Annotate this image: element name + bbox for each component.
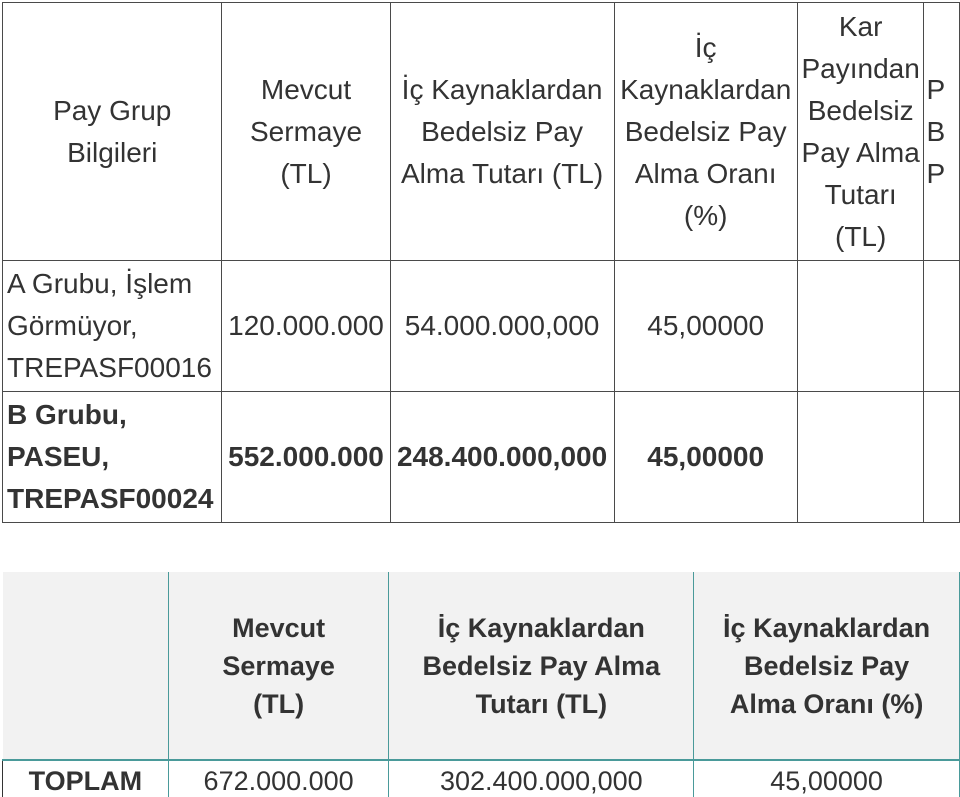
header-bonus-rate: İç Kaynaklardan Bedelsiz Pay Alma Oranı (%) bbox=[614, 3, 797, 261]
header-bonus-rate: İç Kaynaklardan Bedelsiz Pay Alma Oranı (%) bbox=[694, 572, 960, 760]
truncated-cell bbox=[924, 261, 960, 392]
profit-bonus-amount-cell bbox=[797, 261, 924, 392]
totals-table bbox=[2, 572, 960, 797]
truncated-cell bbox=[924, 392, 960, 523]
header-empty bbox=[3, 572, 169, 760]
capital-cell: 552.000.000 bbox=[222, 392, 390, 523]
header-profit-bonus-amount: Kar Payından Bedelsiz Pay Alma Tutarı (TL) bbox=[797, 3, 924, 261]
pay-group-table bbox=[2, 2, 960, 523]
header-bonus-amount: İç Kaynaklardan Bedelsiz Pay Alma Tutarı (TL) bbox=[389, 572, 694, 760]
table-row bbox=[3, 392, 960, 523]
total-label: TOPLAM bbox=[3, 760, 169, 797]
header-pay-group: Pay Grup Bilgileri bbox=[3, 3, 222, 261]
total-bonus-amount: 302.400.000,000 bbox=[389, 760, 694, 797]
table-header-row bbox=[3, 3, 960, 261]
bonus-amount-cell: 248.400.000,000 bbox=[390, 392, 614, 523]
header-bonus-amount: İç Kaynaklardan Bedelsiz Pay Alma Tutarı (TL) bbox=[390, 3, 614, 261]
bonus-amount-cell: 54.000.000,000 bbox=[390, 261, 614, 392]
total-bonus-rate: 45,00000 bbox=[694, 760, 960, 797]
total-capital: 672.000.000 bbox=[168, 760, 389, 797]
header-capital: Mevcut Sermaye (TL) bbox=[222, 3, 390, 261]
table-row bbox=[3, 261, 960, 392]
totals-header-row bbox=[3, 572, 960, 760]
capital-cell: 120.000.000 bbox=[222, 261, 390, 392]
bonus-rate-cell: 45,00000 bbox=[614, 392, 797, 523]
totals-row bbox=[3, 760, 960, 797]
header-capital: Mevcut Sermaye (TL) bbox=[168, 572, 389, 760]
bonus-rate-cell: 45,00000 bbox=[614, 261, 797, 392]
group-info-cell: A Grubu, İşlem Görmüyor, TREPASF00016 bbox=[3, 261, 222, 392]
profit-bonus-amount-cell bbox=[797, 392, 924, 523]
header-truncated-column: P B P bbox=[924, 3, 960, 261]
group-info-cell: B Grubu, PASEU, TREPASF00024 bbox=[3, 392, 222, 523]
